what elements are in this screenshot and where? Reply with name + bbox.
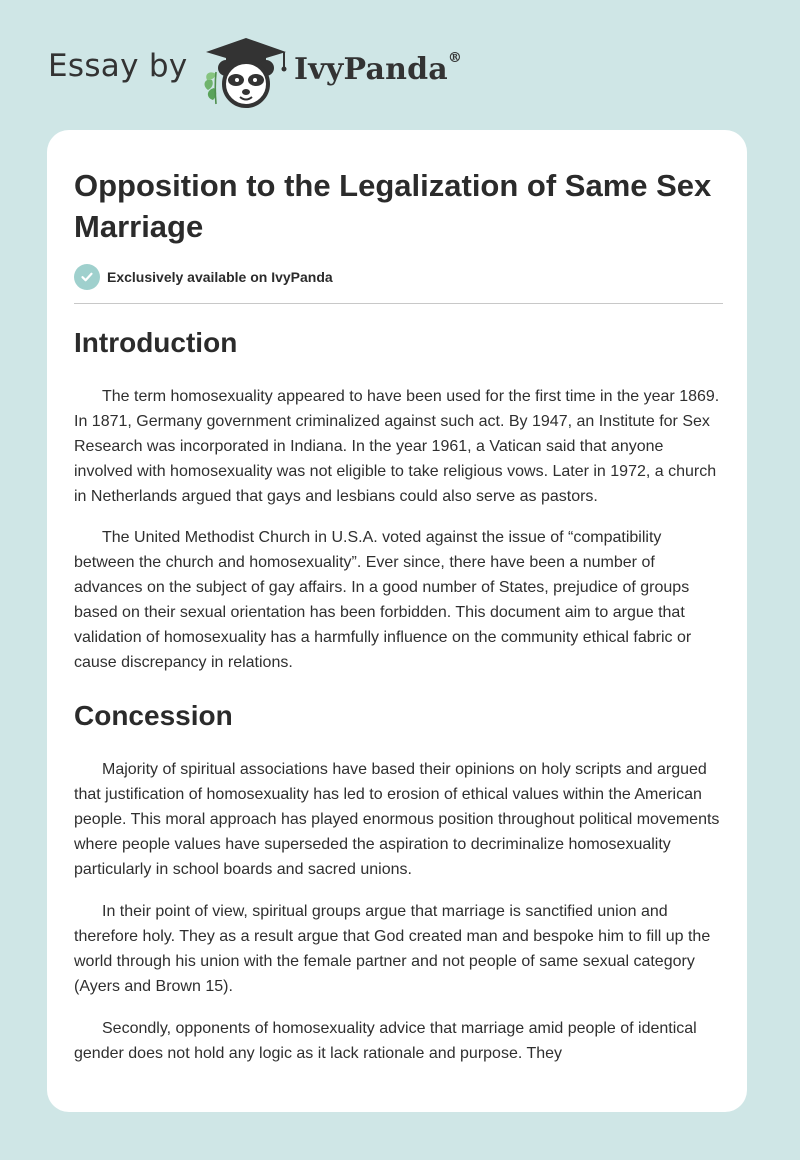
essay-card <box>47 130 747 1112</box>
paragraph: Secondly, opponents of homosexuality advice that marriage amid people of identical gender does not hold any logic as it lack rationale and purpose. They <box>74 1020 697 1062</box>
essay-body <box>74 323 723 1066</box>
paragraph: In their point of view, spiritual groups argue that marriage is sanctified union and therefore holy. They as a result argue that God created man and bespoke him to fill up the world through his union with the female partner and not people of same sexual category (Ayers and Brown 15). <box>74 903 711 995</box>
exclusive-badge-text: Exclusively available on IvyPanda <box>107 269 333 285</box>
panda-graduate-icon[interactable] <box>198 34 294 114</box>
exclusive-badge <box>74 263 333 291</box>
essay-by-label: Essay by <box>48 48 188 84</box>
ivy-leaf-icon <box>205 72 217 104</box>
site-header <box>0 0 800 130</box>
brand-name[interactable] <box>294 52 462 87</box>
title-divider <box>74 303 723 304</box>
page-title: Opposition to the Legalization of Same Sex Marriage <box>74 168 712 244</box>
paragraph: The United Methodist Church in U.S.A. voted against the issue of “compatibility between the church and homosexuality”. Ever since, there have been a number of advances on the subject of gay affairs. In a good number of States, prejudice of groups based on their sexual orientation has been forbidden. This document aim to argue that validation of homosexuality has a harmfully influence on the community ethical fabric or cause discrepancy in relations. <box>74 529 692 671</box>
brand-text: IvyPanda <box>294 52 448 87</box>
paragraph: The term homosexuality appeared to have been used for the first time in the year 1869. In 1871, Germany government criminalized against such act. By 1947, an Institute for Sex Research was incorporated in Indiana. In the year 1961, a Vatican said that anyone involved with homosexuality was not eligible to take religious vows. Later in 1972, a church in Netherlands argued that gays and lesbians could also serve as pastors. <box>74 388 720 505</box>
paragraph: Majority of spiritual associations have based their opinions on holy scripts and argued that justification of homosexuality has led to erosion of ethical values within the American people. This moral approach has played enormous position throughout political movements where people values have superseded the aspiration to decriminalize homosexuality particularly in school boards and sacred unions. <box>74 761 720 878</box>
section-heading-concession: Concession <box>74 700 233 731</box>
check-circle-icon <box>74 264 100 290</box>
registered-mark: ® <box>447 50 463 66</box>
section-heading-introduction: Introduction <box>74 327 238 358</box>
